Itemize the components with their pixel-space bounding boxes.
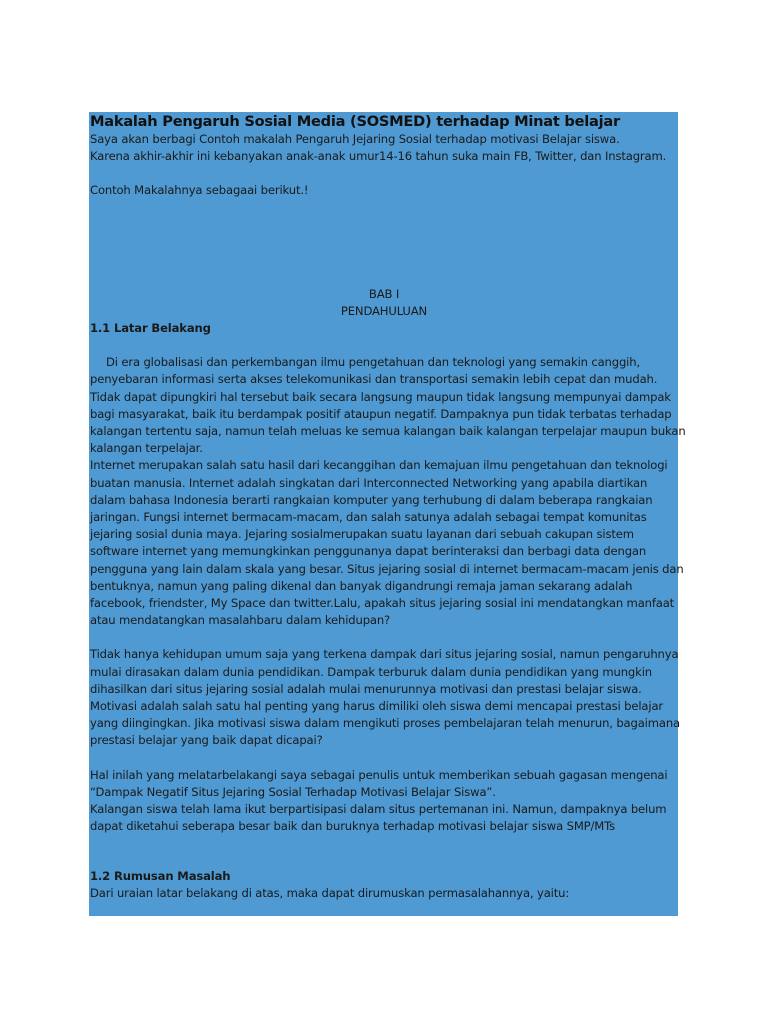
text-line: jejaring sosial dunia maya. Jejaring sosialmerupakan suatu layanan dari sebuah cakupan sistem — [90, 527, 634, 542]
text-line: atau mendatangkan masalahbaru dalam kehidupan? — [90, 613, 391, 628]
text-line: Kalangan siswa telah lama ikut berpartisipasi dalam situs pertemanan ini. Namun, dampaknya belum — [90, 802, 667, 817]
paragraph-2 — [90, 457, 684, 629]
text-line: buatan manusia. Internet adalah singkatan dari Interconnected Networking yang apabila diartikan — [90, 475, 648, 490]
text-line: bentuknya, namun yang paling dikenal dan banyak digandrungi remaja jaman sekarang adalah — [90, 578, 633, 593]
paragraph-1 — [90, 354, 686, 457]
chapter-title: PENDAHULUAN — [340, 303, 428, 318]
text-line: dalam bahasa Indonesia berarti rangkaian komputer yang terhubung di dalam beberapa rangkaian — [90, 492, 653, 507]
text-line: jaringan. Fungsi internet bermacam-macam, dan salah satunya adalah sebagai tempat komunitas — [90, 510, 647, 525]
text-line: Tidak hanya kehidupan umum saja yang terkena dampak dari situs jejaring sosial, namun pengaruhnya — [90, 647, 679, 662]
text-line: kalangan terpelajar. — [90, 441, 203, 456]
text-line: pengguna yang lain dalam skala yang besar. Situs jejaring sosial di internet bermacam-macam jenis dan — [90, 561, 684, 576]
text-line: Di era globalisasi dan perkembangan ilmu pengetahuan dan teknologi yang semakin canggih, — [106, 355, 640, 370]
text-line: Motivasi adalah salah satu hal penting yang harus dimiliki oleh siswa demi mencapai prestasi belajar — [90, 699, 664, 714]
text-line: yang diingingkan. Jika motivasi siswa dalam mengikuti proses pembelajaran telah menurun, bagaimana — [90, 716, 680, 731]
text-line: facebook, friendster, My Space dan twitter.Lalu, apakah situs jejaring sosial ini mendatangkan manfaat — [90, 596, 675, 611]
chapter-number: BAB I — [368, 286, 400, 301]
document-title: Makalah Pengaruh Sosial Media (SOSMED) terhadap Minat belajar — [90, 113, 620, 130]
text-line: Dari uraian latar belakang di atas, maka dapat dirumuskan permasalahannya, yaitu: — [90, 885, 570, 900]
paragraph-4 — [90, 767, 678, 836]
text-line: kalangan tertentu saja, namun telah meluas ke semua kalangan baik kalangan terpelajar maupun bukan — [90, 424, 686, 439]
section-heading-latar-belakang: 1.1 Latar Belakang — [90, 321, 211, 336]
paragraph-3 — [90, 646, 678, 749]
section-heading-rumusan-masalah: 1.2 Rumusan Masalah — [90, 868, 231, 883]
text-line: Tidak dapat dipungkiri hal tersebut baik secara langsung maupun tidak langsung mempunyai dampak — [90, 389, 671, 404]
document-content — [90, 112, 686, 902]
intro-follow: Contoh Makalahnya sebagaai berikut.! — [90, 183, 309, 198]
text-line: mulai dirasakan dalam dunia pendidikan. Dampak terburuk dalam dunia pendidikan yang mungkin — [90, 664, 652, 679]
intro-line: Karena akhir-akhir ini kebanyakan anak-anak umur14-16 tahun suka main FB, Twitter, dan Instagram. — [90, 149, 667, 164]
text-line: penyebaran informasi serta akses telekomunikasi dan transportasi semakin lebih cepat dan mudah. — [90, 372, 658, 387]
text-line: bagi masyarakat, baik itu berdampak positif ataupun negatif. Dampaknya pun tidak terbatas terhadap — [90, 406, 672, 421]
text-line: prestasi belajar yang baik dapat dicapai? — [90, 733, 323, 748]
text-line: Internet merupakan salah satu hasil dari kecanggihan dan kemajuan ilmu pengetahuan dan teknologi — [90, 458, 668, 473]
text-line: dapat diketahui seberapa besar baik dan buruknya terhadap motivasi belajar siswa SMP/MTs — [90, 819, 616, 834]
text-line: “Dampak Negatif Situs Jejaring Sosial Terhadap Motivasi Belajar Siswa”. — [90, 784, 496, 799]
text-line: dihasilkan dari situs jejaring sosial adalah mulai menurunnya motivasi dan prestasi belajar siswa. — [90, 681, 642, 696]
text-line: software internet yang memungkinkan penggunanya dapat berinteraksi dan berbagi data dengan — [90, 544, 647, 559]
intro-line: Saya akan berbagi Contoh makalah Pengaruh Jejaring Sosial terhadap motivasi Belajar siswa. — [90, 132, 620, 146]
text-line: Hal inilah yang melatarbelakangi saya sebagai penulis untuk memberikan sebuah gagasan mengenai — [90, 767, 668, 782]
